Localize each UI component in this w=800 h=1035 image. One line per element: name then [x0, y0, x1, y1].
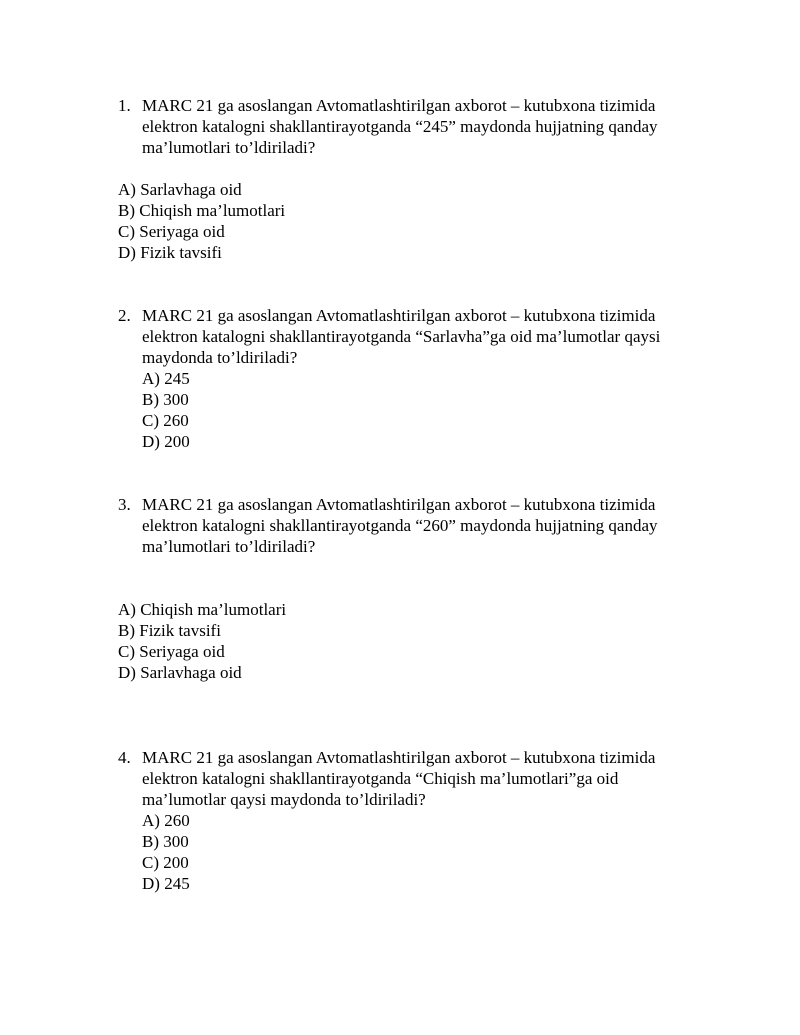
- question-text: [142, 747, 712, 894]
- question-line: ma’lumotlari to’ldiriladi?: [142, 537, 316, 556]
- answer-option-c: C) 260: [142, 411, 189, 430]
- question-1: [118, 95, 718, 158]
- answer-option-b: B) Chiqish ma’lumotlari: [118, 201, 286, 220]
- answer-option-b: B) 300: [142, 832, 189, 851]
- answer-option-c: C) Seriyaga oid: [118, 222, 225, 241]
- question-line: ma’lumotlar qaysi maydonda to’ldiriladi?: [142, 790, 426, 809]
- question-line: MARC 21 ga asoslangan Avtomatlashtirilgan axborot – kutubxona tizimida: [142, 748, 656, 767]
- question-3: [118, 494, 718, 557]
- answer-option-d: D) 245: [142, 874, 190, 893]
- answer-option-a: A) Sarlavhaga oid: [118, 180, 242, 199]
- question-number: 4.: [118, 748, 131, 767]
- question-4: [118, 747, 718, 894]
- question-1-header: [118, 95, 718, 158]
- question-2-header: [118, 305, 718, 452]
- question-3-answers: [118, 599, 718, 683]
- question-line: MARC 21 ga asoslangan Avtomatlashtirilgan axborot – kutubxona tizimida: [142, 96, 656, 115]
- question-number: 3.: [118, 495, 131, 514]
- question-2-answers: [142, 368, 712, 452]
- question-text: [142, 305, 712, 452]
- question-2: [118, 305, 718, 452]
- question-line: MARC 21 ga asoslangan Avtomatlashtirilgan axborot – kutubxona tizimida: [142, 306, 656, 325]
- answer-option-d: D) Sarlavhaga oid: [118, 663, 242, 682]
- answer-option-a: A) 260: [142, 811, 190, 830]
- answer-option-a: A) 245: [142, 369, 190, 388]
- answer-option-c: C) Seriyaga oid: [118, 642, 225, 661]
- answer-option-d: D) 200: [142, 432, 190, 451]
- question-line: ma’lumotlari to’ldiriladi?: [142, 138, 316, 157]
- question-4-header: [118, 747, 718, 894]
- answer-option-b: B) Fizik tavsifi: [118, 621, 221, 640]
- question-text: [142, 494, 712, 557]
- question-1-answers: [118, 179, 718, 263]
- question-line: MARC 21 ga asoslangan Avtomatlashtirilgan axborot – kutubxona tizimida: [142, 495, 656, 514]
- question-number: 2.: [118, 306, 131, 325]
- question-line: elektron katalogni shakllantirayotganda “245” maydonda hujjatning qanday: [142, 117, 658, 136]
- question-line: elektron katalogni shakllantirayotganda “Sarlavha”ga oid ma’lumotlar qaysi: [142, 327, 661, 346]
- question-4-answers: [142, 810, 712, 894]
- answer-option-d: D) Fizik tavsifi: [118, 243, 222, 262]
- question-line: elektron katalogni shakllantirayotganda “Chiqish ma’lumotlari”ga oid: [142, 769, 619, 788]
- question-line: elektron katalogni shakllantirayotganda “260” maydonda hujjatning qanday: [142, 516, 658, 535]
- question-line: maydonda to’ldiriladi?: [142, 348, 298, 367]
- answer-option-c: C) 200: [142, 853, 189, 872]
- answer-option-b: B) 300: [142, 390, 189, 409]
- question-3-header: [118, 494, 718, 557]
- question-number: 1.: [118, 96, 131, 115]
- question-text: [142, 95, 712, 158]
- answer-option-a: A) Chiqish ma’lumotlari: [118, 600, 287, 619]
